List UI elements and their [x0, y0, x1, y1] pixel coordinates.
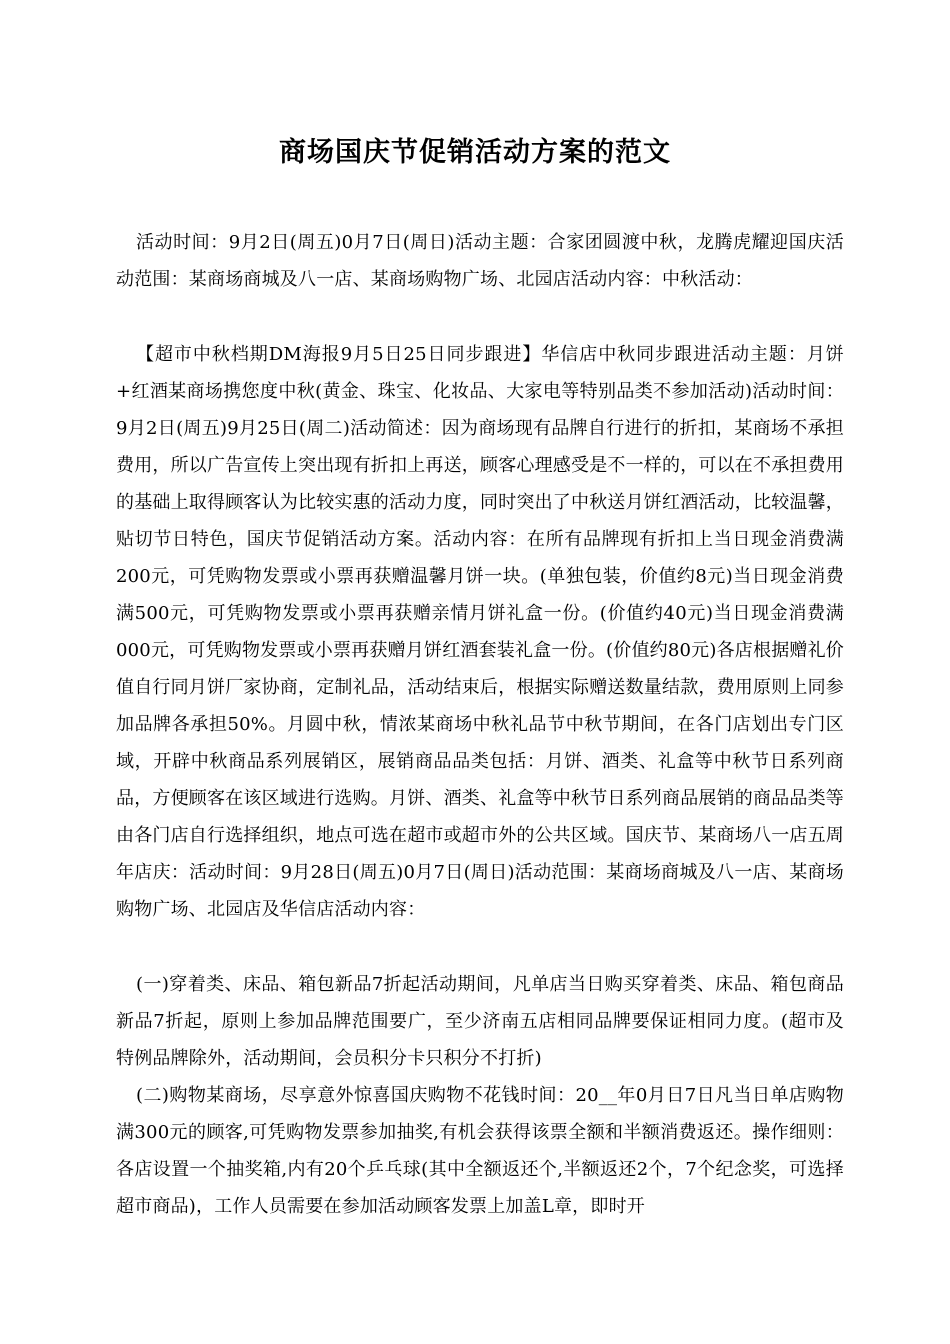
paragraph-activity-overview: [116, 224, 844, 298]
paragraph-text: 活动时间：9月2日(周五)0月7日(周日)活动主题：合家团圆渡中秋，龙腾虎耀迎国庆活动范围：某商场商城及八一店、某商场购物广场、北园店活动内容：中秋活动：: [116, 232, 844, 290]
paragraph-text: 【超市中秋档期DM海报9月5日25日同步跟进】华信店中秋同步跟进活动主题：月饼+红酒某商场携您度中秋(黄金、珠宝、化妆品、大家电等特别品类不参加活动)活动时间：9月2日(周五)9月25日(周二)活动简述：因为商场现有品牌自行进行的折扣，某商场不承担费用，所以广告宣传上突出现有折扣上再送，顾客心理感受是不一样的，可以在不承担费用的基础上取得顾客认为比较实惠的活动力度，同时突出了中秋送月饼红酒活动，比较温馨，贴切节日特色，国庆节促销活动方案。活动内容：在所有品牌现有折扣上当日现金消费满200元，可凭购物发票或小票再获赠温馨月饼一块。(单独包装，价值约8元)当日现金消费满500元，可凭购物发票或小票再获赠亲情月饼礼盒一份。(价值约40元)当日现金消费满000元，可凭购物发票或小票再获赠月饼红酒套装礼盒一份。(价值约80元)各店根据赠礼价值自行同月饼厂家协商，定制礼品，活动结束后，根据实际赠送数量结款，费用原则上同参加品牌各承担50%。月圆中秋，情浓某商场中秋礼品节中秋节期间，在各门店划出专门区域，开辟中秋商品系列展销区，展销商品品类包括：月饼、酒类、礼盒等中秋节日系列商品，方便顾客在该区域进行选购。月饼、酒类、礼盒等中秋节日系列商品展销的商品品类等由各门店自行选择组织，地点可选在超市或超市外的公共区域。国庆节、某商场八一店五周年店庆：活动时间：9月28日(周五)0月7日(周日)活动范围：某商场商城及八一店、某商场购物广场、北园店及华信店活动内容：: [116, 344, 844, 920]
paragraph-text: (二)购物某商场，尽享意外惊喜国庆购物不花钱时间：20__年0月日7日凡当日单店购物满300元的顾客,可凭购物发票参加抽奖,有机会获得该票全额和半额消费返还。操作细则：各店设置一个抽奖箱,内有20个乒乓球(其中全额返还个,半额返还2个，7个纪念奖，可选择超市商品)，工作人员需要在参加活动顾客发票上加盖L章，即时开: [116, 1085, 844, 1217]
paragraph-clothing-discount: [116, 966, 844, 1077]
paragraph-lottery: [116, 1077, 844, 1225]
paragraph-text: (一)穿着类、床品、箱包新品7折起活动期间，凡单店当日购买穿着类、床品、箱包商品新品7折起，原则上参加品牌范围要广，至少济南五店相同品牌要保证相同力度。(超市及特例品牌除外，活动期间，会员积分卡只积分不打折): [116, 974, 844, 1069]
document-title: 商场国庆节促销活动方案的范文: [279, 137, 671, 168]
paragraph-mid-autumn-details: [116, 336, 844, 928]
